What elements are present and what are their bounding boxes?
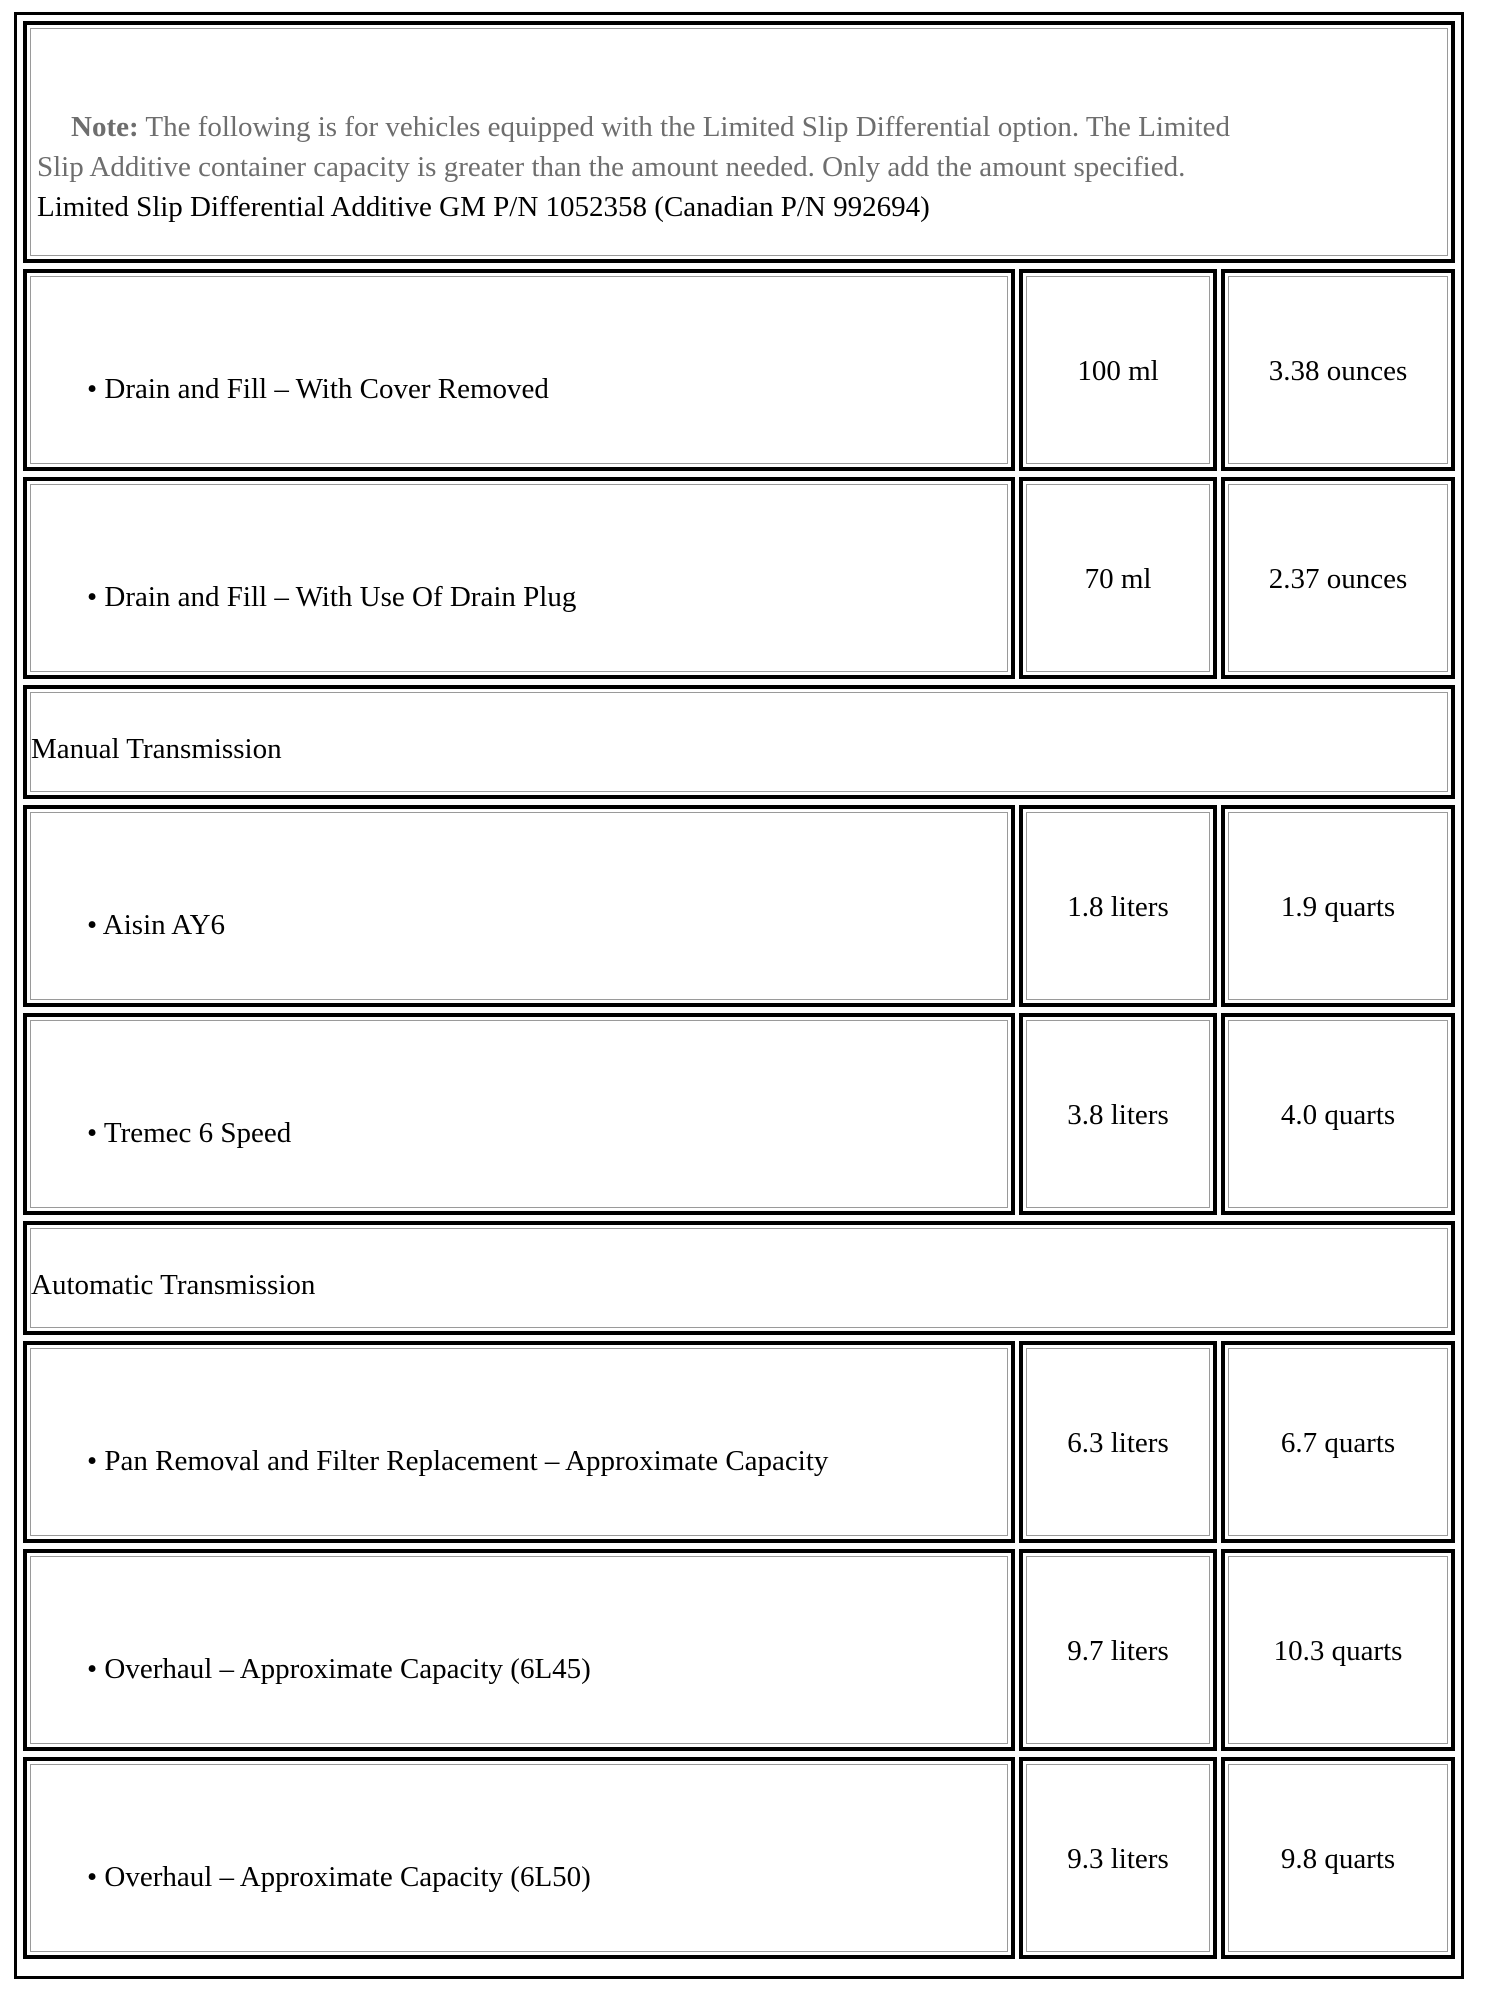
spec-label-cell: [23, 1549, 1015, 1751]
note-part-number: Limited Slip Differential Additive GM P/N 1052358 (Canadian P/N 992694): [37, 191, 930, 223]
metric-value: 1.8 liters: [1067, 891, 1169, 923]
spec-label-cell: [23, 1013, 1015, 1215]
us-value: 10.3 quarts: [1273, 1635, 1403, 1667]
note-text-2: Slip Additive container capacity is greater than the amount needed. Only add the amount specified.: [37, 151, 1186, 183]
spec-label: • Tremec 6 Speed: [87, 1117, 292, 1149]
metric-value: 3.8 liters: [1067, 1099, 1169, 1131]
us-value: 3.38 ounces: [1268, 355, 1408, 387]
note-label: Note:: [71, 111, 139, 143]
us-value: 2.37 ounces: [1268, 563, 1408, 595]
us-value-cell: [1221, 1013, 1455, 1215]
us-value-cell: [1221, 1341, 1455, 1543]
us-value-cell: [1221, 269, 1455, 471]
metric-value: 6.3 liters: [1067, 1427, 1169, 1459]
spec-label-cell: [23, 1341, 1015, 1543]
us-value: 9.8 quarts: [1280, 1843, 1396, 1875]
spec-label-cell: [23, 477, 1015, 679]
fluid-capacity-table: [14, 12, 1464, 1979]
us-value-cell: [1221, 477, 1455, 679]
spec-label-cell: [23, 269, 1015, 471]
metric-value-cell: [1019, 805, 1217, 1007]
us-value: 4.0 quarts: [1280, 1099, 1396, 1131]
metric-value-cell: [1019, 1341, 1217, 1543]
spec-label: • Overhaul – Approximate Capacity (6L50): [87, 1861, 591, 1893]
us-value: 1.9 quarts: [1280, 891, 1396, 923]
spec-label-cell: [23, 1757, 1015, 1959]
section-header-row: [23, 1221, 1455, 1335]
note-cell: [23, 21, 1455, 263]
spec-label: • Pan Removal and Filter Replacement – Approximate Capacity: [87, 1445, 829, 1477]
note-text-1: The following is for vehicles equipped with the Limited Slip Differential option. The Limited: [145, 111, 1230, 143]
metric-value: 100 ml: [1077, 355, 1159, 387]
section-title: Manual Transmission: [31, 733, 282, 765]
spec-label: • Overhaul – Approximate Capacity (6L45): [87, 1653, 591, 1685]
metric-value-cell: [1019, 1013, 1217, 1215]
metric-value: 9.7 liters: [1067, 1635, 1169, 1667]
us-value-cell: [1221, 805, 1455, 1007]
spec-label: • Drain and Fill – With Use Of Drain Plug: [87, 581, 577, 613]
metric-value: 9.3 liters: [1067, 1843, 1169, 1875]
spec-label-cell: [23, 805, 1015, 1007]
metric-value-cell: [1019, 477, 1217, 679]
metric-value: 70 ml: [1084, 563, 1152, 595]
section-title: Automatic Transmission: [31, 1269, 316, 1301]
section-header-row: [23, 685, 1455, 799]
metric-value-cell: [1019, 1757, 1217, 1959]
spec-label: • Aisin AY6: [87, 909, 226, 941]
us-value: 6.7 quarts: [1280, 1427, 1396, 1459]
spec-label: • Drain and Fill – With Cover Removed: [87, 373, 549, 405]
metric-value-cell: [1019, 1549, 1217, 1751]
metric-value-cell: [1019, 269, 1217, 471]
us-value-cell: [1221, 1757, 1455, 1959]
note-line-1: [71, 113, 1230, 142]
us-value-cell: [1221, 1549, 1455, 1751]
